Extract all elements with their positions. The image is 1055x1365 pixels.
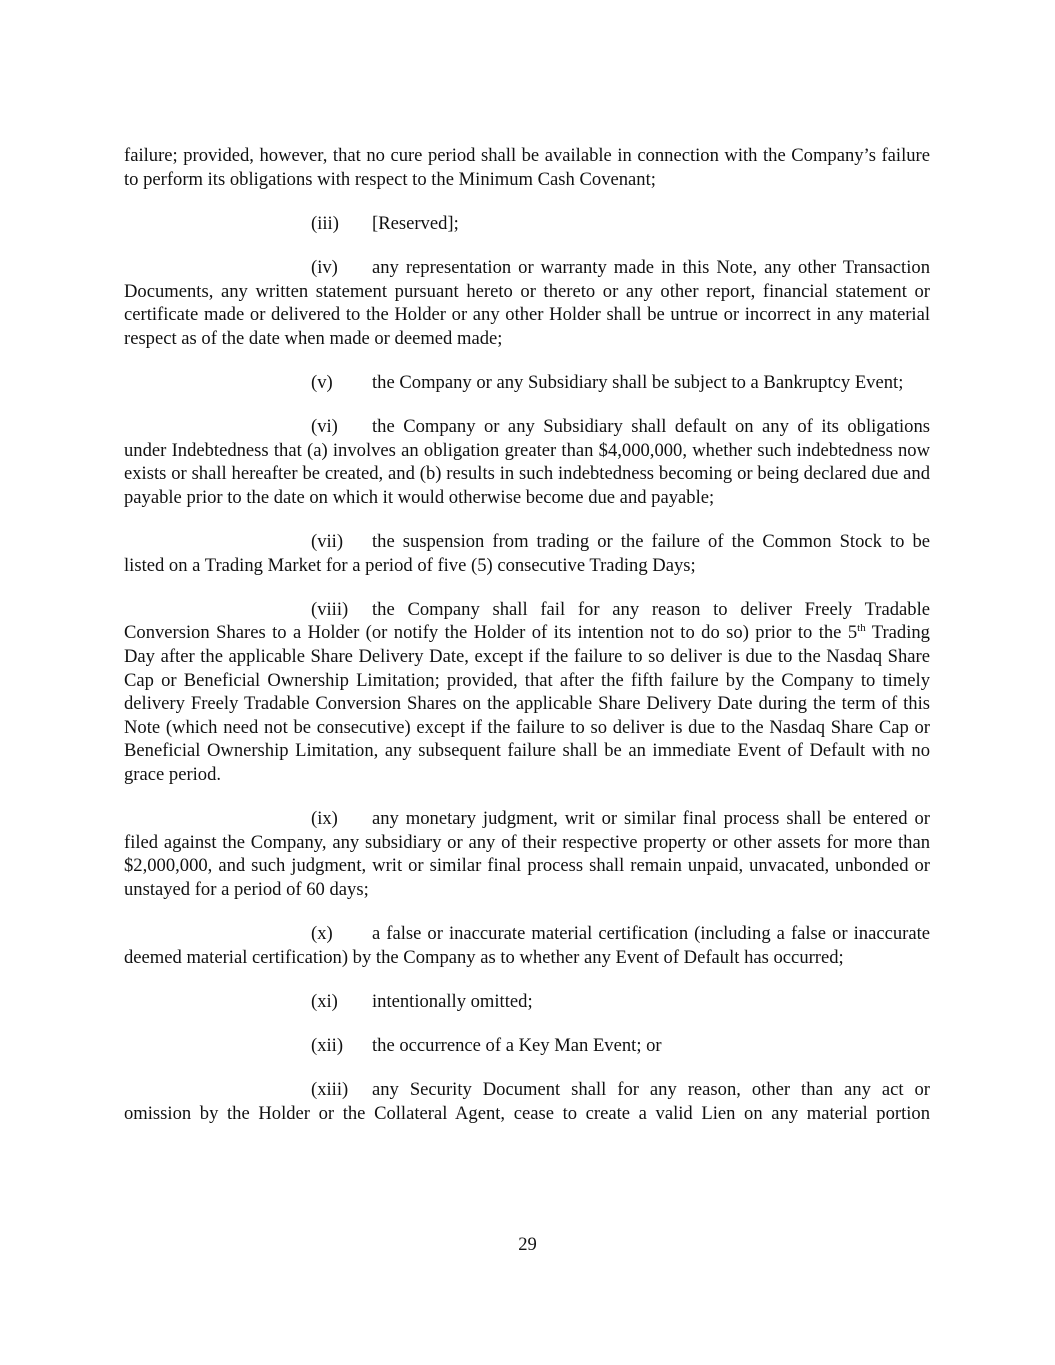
clause-vi [124,415,930,509]
clause-number: (vi) [311,416,338,438]
page-number: 29 [518,1234,537,1255]
clause-number: (xi) [311,990,338,1012]
clause-text: the Company or any Subsidiary shall be subject to a Bankruptcy Event; [372,371,904,393]
clause-number: (xii) [311,1035,344,1057]
clause-number: (xiii) [311,1079,349,1101]
clause-text: the suspension from trading or the failure of the Common Stock to be listed on a Trading Market for a period of five (5) consecutive Trading Days; [124,531,930,576]
clause-text-b: Trading Day after the applicable Share Delivery Date, except if the failure to so deliver is due to the Nasdaq Share Cap or Beneficial Ownership Limitation; provided, that after the fifth failure by the Company to timely delivery Freely Tradable Conversion Shares on the applicable Share Delivery Date during the term of this Note (which need not be consecutive) except if the failure to so deliver is due to the Nasdaq Share Cap or Beneficial Ownership Limitation, any subsequent failure shall be an immediate Event of Default with no grace period. [124,622,930,786]
clause-v [124,371,930,395]
clause-text: [Reserved]; [372,212,459,234]
clause-text: any Security Document shall for any reason, other than any act or omission by the Holder or the Collateral Agent, cease to create a valid Lien on any material portion [124,1079,930,1124]
clause-iii [124,212,930,236]
clause-xii [124,1034,930,1058]
clause-number: (iv) [311,256,338,278]
clause-text: the occurrence of a Key Man Event; or [372,1035,662,1057]
clause-number: (x) [311,923,333,945]
clause-xiii [124,1078,930,1125]
clause-text: intentionally omitted; [372,990,533,1012]
clause-text-a: the Company shall fail for any reason to deliver Freely Tradable Conversion Shares to a Holder (or notify the Holder of its intention not to do so) prior to the 5 [124,598,930,644]
clause-text: any representation or warranty made in this Note, any other Transaction Documents, any written statement pursuant hereto or thereto or any other report, financial statement or certificate made or delivered to the Holder or any other Holder shall be untrue or incorrect in any material respect as of the date when made or deemed made; [124,256,930,349]
clause-number: (iii) [311,212,339,234]
clause-text: a false or inaccurate material certification (including a false or inaccurate deemed material certification) by the Company as to whether any Event of Default has occurred; [124,923,930,968]
clause-number: (viii) [311,598,349,620]
clause-iv [124,256,930,350]
clause-number: (vii) [311,531,344,553]
clause-x [124,922,930,969]
clause-text: any monetary judgment, writ or similar final process shall be entered or filed against the Company, any subsidiary or any of their respective property or other assets for more than $2,000,000, and such judgment, writ or similar final process shall remain unpaid, unvacated, unbonded or unstayed for a period of 60 days; [124,808,930,900]
document-body [124,144,930,1146]
ordinal-superscript: th [857,622,866,635]
clause-viii [124,598,930,787]
clause-number: (ix) [311,808,338,830]
clause-number: (v) [311,371,333,393]
clause-vii [124,530,930,577]
clause-xi [124,990,930,1014]
opening-paragraph: failure; provided, however, that no cure period shall be available in connection with the Company’s failure to perform its obligations with respect to the Minimum Cash Covenant; [124,145,930,190]
clause-ix [124,807,930,901]
clause-text: the Company or any Subsidiary shall default on any of its obligations under Indebtedness that (a) involves an obligation greater than $4,000,000, whether such indebtedness now exists or shall hereafter be created, and (b) results in such indebtedness becoming or being declared due and payable prior to the date on which it would otherwise become due and payable; [124,416,930,508]
